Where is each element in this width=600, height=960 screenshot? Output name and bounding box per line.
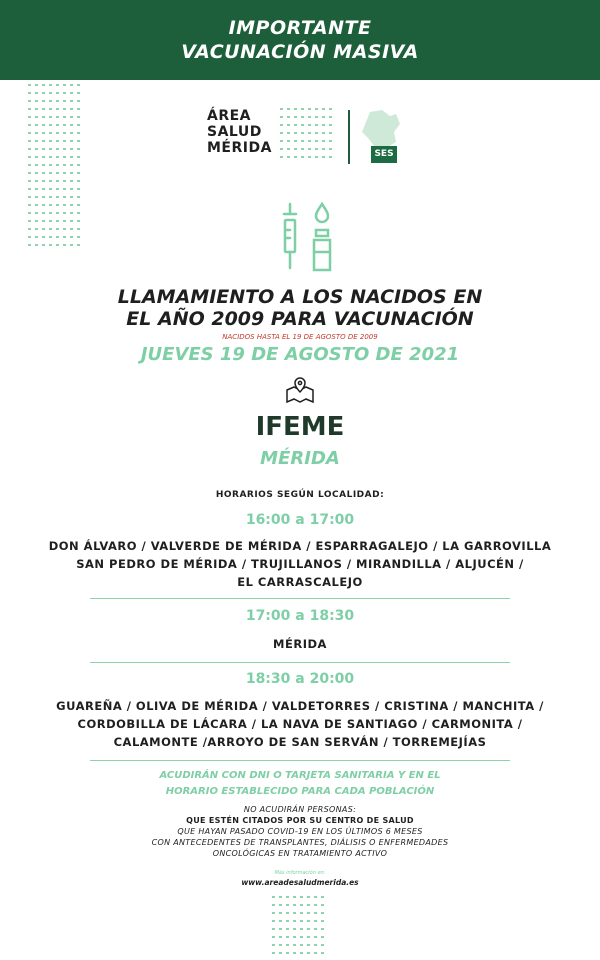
map-pin-icon: [284, 376, 316, 404]
id-notice: [0, 768, 600, 800]
dot-pattern-bottom: [272, 896, 328, 960]
header-line2: VACUNACIÓN MASIVA: [181, 41, 419, 63]
divider: [90, 662, 510, 663]
logo-line1: ÁREA: [207, 108, 252, 124]
divider: [90, 760, 510, 761]
town-line: CORDOBILLA DE LÁCARA / LA NAVA DE SANTIAGO / CARMONITA /: [77, 717, 523, 731]
dot-pattern-left: [28, 84, 84, 250]
exclusion-item: ONCOLÓGICAS EN TRATAMIENTO ACTIVO: [212, 849, 388, 858]
logo-line3: MÉRIDA: [207, 140, 272, 156]
vaccine-vial-icon: [314, 204, 330, 270]
exclusion-item: QUE ESTÉN CITADOS POR SU CENTRO DE SALUD: [186, 816, 414, 825]
slot-time: 16:00 a 17:00: [245, 512, 355, 528]
venue-city: MÉRIDA: [260, 448, 340, 469]
logo-divider: [348, 110, 350, 164]
extremadura-map-icon: [360, 108, 402, 150]
website-link[interactable]: www.areadesaludmerida.es: [241, 878, 359, 887]
notice-line2: HORARIO ESTABLECIDO PARA CADA POBLACIÓN: [165, 786, 435, 797]
logo-line2: SALUD: [207, 124, 262, 140]
venue-name: IFEME: [255, 412, 345, 442]
vaccine-syringe-icon: [284, 204, 296, 268]
more-info-label: Más información en:: [274, 870, 326, 876]
town-line: CALAMONTE /ARROYO DE SAN SERVÁN / TORREMEJÍAS: [113, 735, 487, 749]
town-line: MÉRIDA: [273, 637, 327, 651]
town-line: DON ÁLVARO / VALVERDE DE MÉRIDA / ESPARRAGALEJO / LA GARROVILLA: [48, 539, 552, 553]
dot-pattern-logo: [280, 108, 332, 164]
slot-time: 17:00 a 18:30: [245, 608, 355, 624]
notice-line1: ACUDIRÁN CON DNI O TARJETA SANITARIA Y EN EL: [159, 770, 441, 781]
slot-towns: [0, 537, 600, 591]
vaccination-date: JUEVES 19 DE AGOSTO DE 2021: [140, 344, 460, 365]
schedule-heading: HORARIOS SEGÚN LOCALIDAD:: [215, 490, 385, 500]
divider: [90, 598, 510, 599]
vaccine-icon: [276, 200, 336, 274]
born-until-note: NACIDOS HASTA EL 19 DE AGOSTO DE 2009: [222, 333, 378, 341]
town-line: SAN PEDRO DE MÉRIDA / TRUJILLANOS / MIRANDILLA / ALJUCÉN /: [76, 557, 524, 571]
slot-time: 18:30 a 20:00: [245, 671, 355, 687]
slot-towns: [0, 697, 600, 751]
header-line1: IMPORTANTE: [228, 17, 372, 39]
exclusion-item: CON ANTECEDENTES DE TRANSPLANTES, DIÁLISIS O ENFERMEDADES: [151, 838, 449, 847]
title-line2: EL AÑO 2009 PARA VACUNACIÓN: [126, 308, 474, 330]
area-salud-logo: [207, 108, 272, 156]
exclusions-heading: NO ACUDIRÁN PERSONAS:: [243, 805, 357, 814]
ses-logo: SES: [371, 146, 397, 163]
header-banner: [0, 0, 600, 80]
main-title: [0, 286, 600, 330]
exclusions: [0, 804, 600, 859]
slot-towns: [0, 635, 600, 653]
town-line: GUAREÑA / OLIVA DE MÉRIDA / VALDETORRES / CRISTINA / MANCHITA /: [56, 699, 544, 713]
town-line: EL CARRASCALEJO: [237, 575, 363, 589]
title-line1: LLAMAMIENTO A LOS NACIDOS EN: [117, 286, 483, 308]
exclusion-item: QUE HAYAN PASADO COVID-19 EN LOS ÚLTIMOS 6 MESES: [177, 827, 423, 836]
